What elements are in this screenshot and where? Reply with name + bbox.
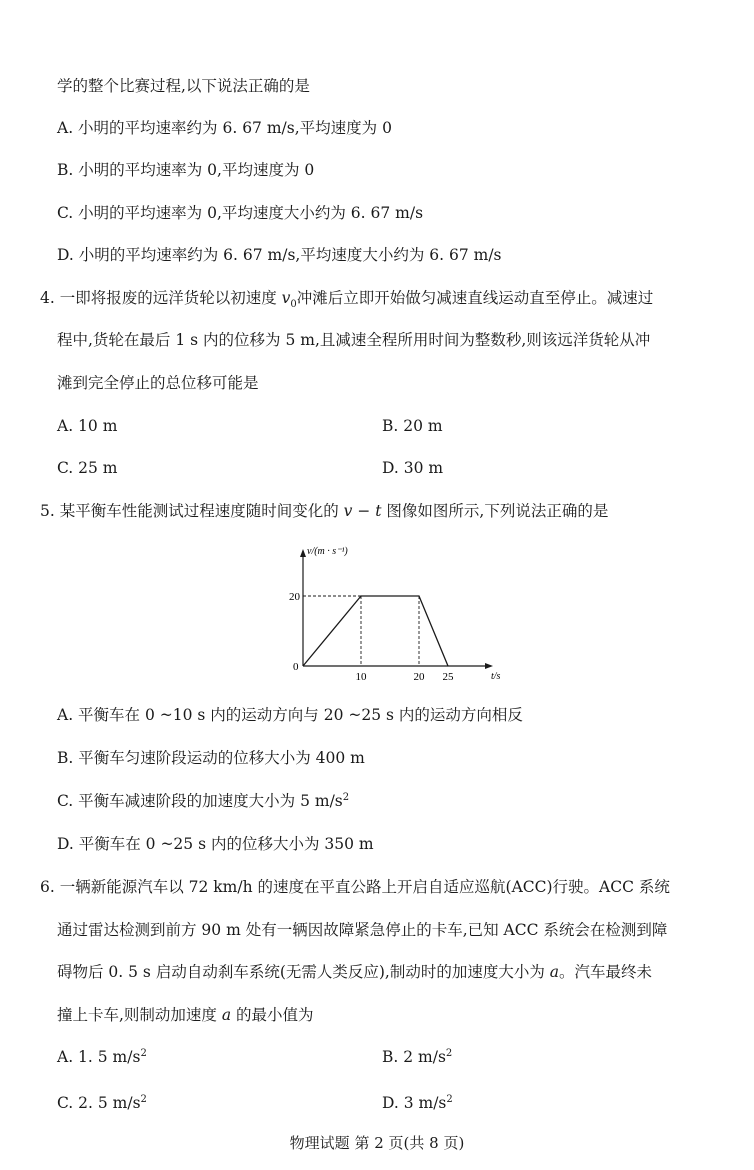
q6-option-a: A. 1. 5 $m/s^2$ [57,1047,147,1066]
q4-stem-line1: 4. 一即将报废的远洋货轮以初速度 $v_0$冲滩后立即开始做匀减速直线运动直至停止。减速过 [40,289,654,311]
q6-option-d: D. 3 $m/s^2$ [382,1093,453,1112]
graph-guide-lines [303,596,419,666]
q4-stem-line3: 滩到完全停止的总位移可能是 [57,374,259,392]
origin-label: 0 [293,661,299,673]
series-line [303,596,448,666]
q4-option-d: D. 30 m [382,459,444,477]
q5-option-a: A. 平衡车在 0 ~10 s 内的运动方向与 20 ~25 s 内的运动方向相反 [57,706,523,724]
q5-stem: 5. 某平衡车性能测试过程速度随时间变化的 v − t 图像如图所示,下列说法正确的是 [40,502,609,520]
q4-option-a: A. 10 m [57,417,118,435]
q3-option-a: A. 小明的平均速率约为 6. 67 m/s,平均速度为 0 [57,119,392,137]
x-axis-label: t/s [491,671,501,682]
q4-option-b: B. 20 m [382,417,443,435]
q3-option-c: C. 小明的平均速率为 0,平均速度大小约为 6. 67 m/s [57,204,424,222]
q4-option-c: C. 25 m [57,459,118,477]
q6-stem-line4: 撞上卡车,则制动加速度 a 的最小值为 [57,1006,314,1024]
q5-option-b: B. 平衡车匀速阶段运动的位移大小为 400 m [57,749,365,767]
x-tick-label: 20 [413,671,425,683]
page-footer: 物理试题 第 2 页(共 8 页) [289,1134,465,1152]
q6-option-c: C. 2. 5 $m/s^2$ [57,1093,147,1112]
x-tick-label: 25 [442,671,454,683]
q6-stem-line1: 6. 一辆新能源汽车以 72 km/h 的速度在平直公路上开启自适应巡航(ACC)行驶。ACC 系统 [40,878,670,896]
y-tick-label: 20 [289,591,300,603]
q6-stem-line2: 通过雷达检测到前方 90 m 处有一辆因故障紧急停止的卡车,已知 ACC 系统会在检测到障 [57,921,668,939]
y-axis-label: v/(m · s⁻¹) [307,546,348,557]
q3-stem-tail: 学的整个比赛过程,以下说法正确的是 [57,77,310,95]
q5-option-c: C. 平衡车减速阶段的加速度大小为 5 $m/s^2$ [57,791,350,810]
y-axis-arrow [300,549,306,557]
graph-tick-labels [289,591,454,683]
graph-axes [300,549,493,669]
x-tick-label: 10 [355,671,367,683]
v-t-graph [285,540,515,685]
q3-option-b: B. 小明的平均速率为 0,平均速度为 0 [57,161,315,179]
q6-option-b: B. 2 $m/s^2$ [382,1047,453,1066]
q3-option-d: D. 小明的平均速率约为 6. 67 m/s,平均速度大小约为 6. 67 m/s [57,246,502,264]
q6-stem-line3: 碍物后 0. 5 s 启动自动刹车系统(无需人类反应),制动时的加速度大小为 a。汽车最终未 [57,963,653,981]
q5-option-d: D. 平衡车在 0 ~25 s 内的位移大小为 350 m [57,835,374,853]
q4-stem-line2: 程中,货轮在最后 1 s 内的位移为 5 m,且减速全程所用时间为整数秒,则该远洋货轮从冲 [57,331,651,349]
x-axis-arrow [485,663,493,669]
